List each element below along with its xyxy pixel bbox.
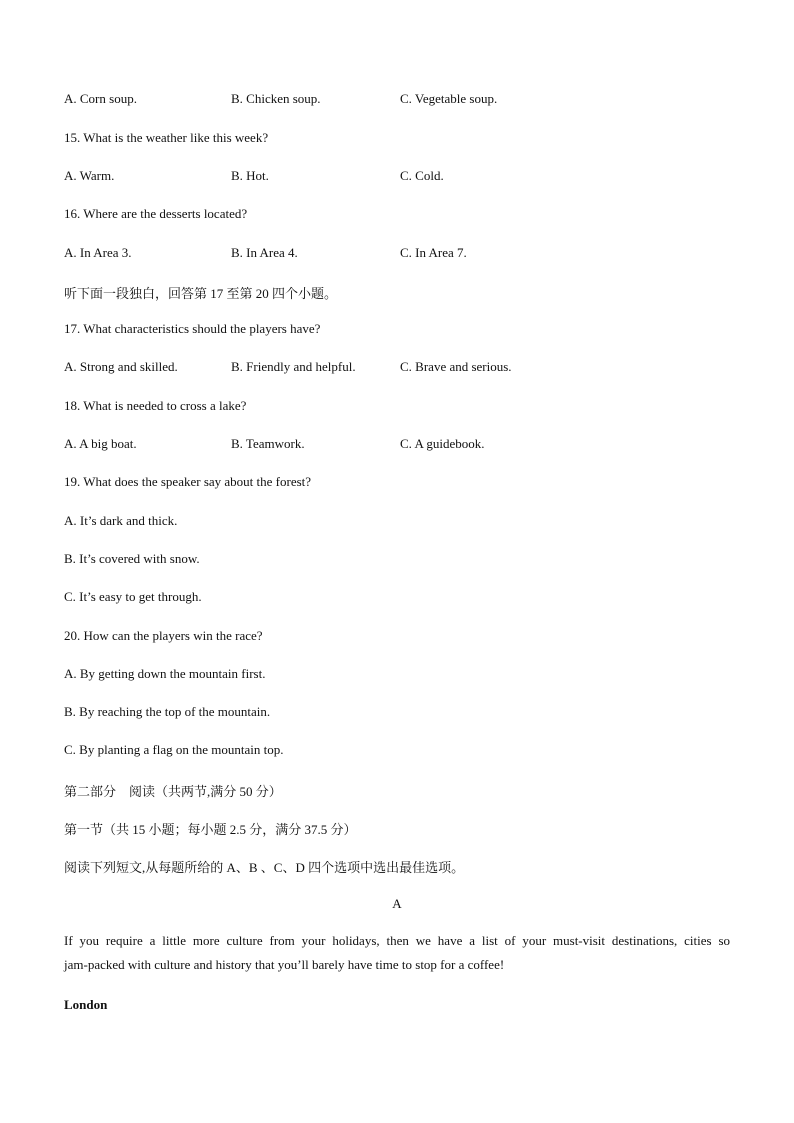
passage-letter: A [392, 896, 402, 911]
q14-options [0, 91, 794, 109]
q16-options [0, 245, 794, 263]
q20-stem: 20. How can the players win the race? [64, 628, 263, 643]
q18-option-c: C. A guidebook. [400, 436, 485, 451]
section1-title: 第一节（共 15 小题；每小题 2.5 分，满分 37.5 分） [64, 822, 357, 837]
q14-option-c: C. Vegetable soup. [400, 91, 498, 106]
q18-options [0, 436, 794, 454]
section-note: 听下面一段独白，回答第 17 至第 20 四个小题。 [64, 286, 338, 301]
q19-option-b: B. It’s covered with snow. [64, 551, 200, 566]
q20-option-c: C. By planting a flag on the mountain top. [64, 742, 284, 757]
q20-option-a: A. By getting down the mountain first. [64, 666, 266, 681]
q18-stem: 18. What is needed to cross a lake? [64, 398, 247, 413]
q20-option-b: B. By reaching the top of the mountain. [64, 704, 271, 719]
passage-line-1: If you require a little more culture from your holidays, then we have a list of your must-visit destinations, cities so [64, 933, 730, 948]
q14-option-b: B. Chicken soup. [231, 91, 321, 106]
q17-option-a: A. Strong and skilled. [64, 359, 178, 374]
q19-stem: 19. What does the speaker say about the forest? [64, 474, 312, 489]
q15-option-a: A. Warm. [64, 168, 115, 183]
q17-stem: 17. What characteristics should the players have? [64, 321, 321, 336]
q16-option-a: A. In Area 3. [64, 245, 132, 260]
q16-option-b: B. In Area 4. [231, 245, 298, 260]
passage-line-2: jam-packed with culture and history that you’ll barely have time to stop for a coffee! [64, 957, 505, 972]
subheading-london: London [64, 997, 108, 1012]
q17-options [0, 359, 794, 377]
reading-instructions: 阅读下列短文,从每题所给的 A、B 、C、D 四个选项中选出最佳选项。 [64, 860, 465, 875]
q14-option-a: A. Corn soup. [64, 91, 137, 106]
q15-stem: 15. What is the weather like this week? [64, 130, 269, 145]
passage-paragraph [64, 929, 730, 977]
q15-option-b: B. Hot. [231, 168, 269, 183]
q17-option-c: C. Brave and serious. [400, 359, 512, 374]
q19-option-c: C. It’s easy to get through. [64, 589, 202, 604]
q18-option-b: B. Teamwork. [231, 436, 305, 451]
q17-option-b: B. Friendly and helpful. [231, 359, 356, 374]
q16-stem: 16. Where are the desserts located? [64, 206, 248, 221]
q19-option-a: A. It’s dark and thick. [64, 513, 178, 528]
q16-option-c: C. In Area 7. [400, 245, 467, 260]
q18-option-a: A. A big boat. [64, 436, 137, 451]
q15-options [0, 168, 794, 186]
q15-option-c: C. Cold. [400, 168, 444, 183]
part2-title: 第二部分 阅读（共两节,满分 50 分） [64, 784, 282, 799]
